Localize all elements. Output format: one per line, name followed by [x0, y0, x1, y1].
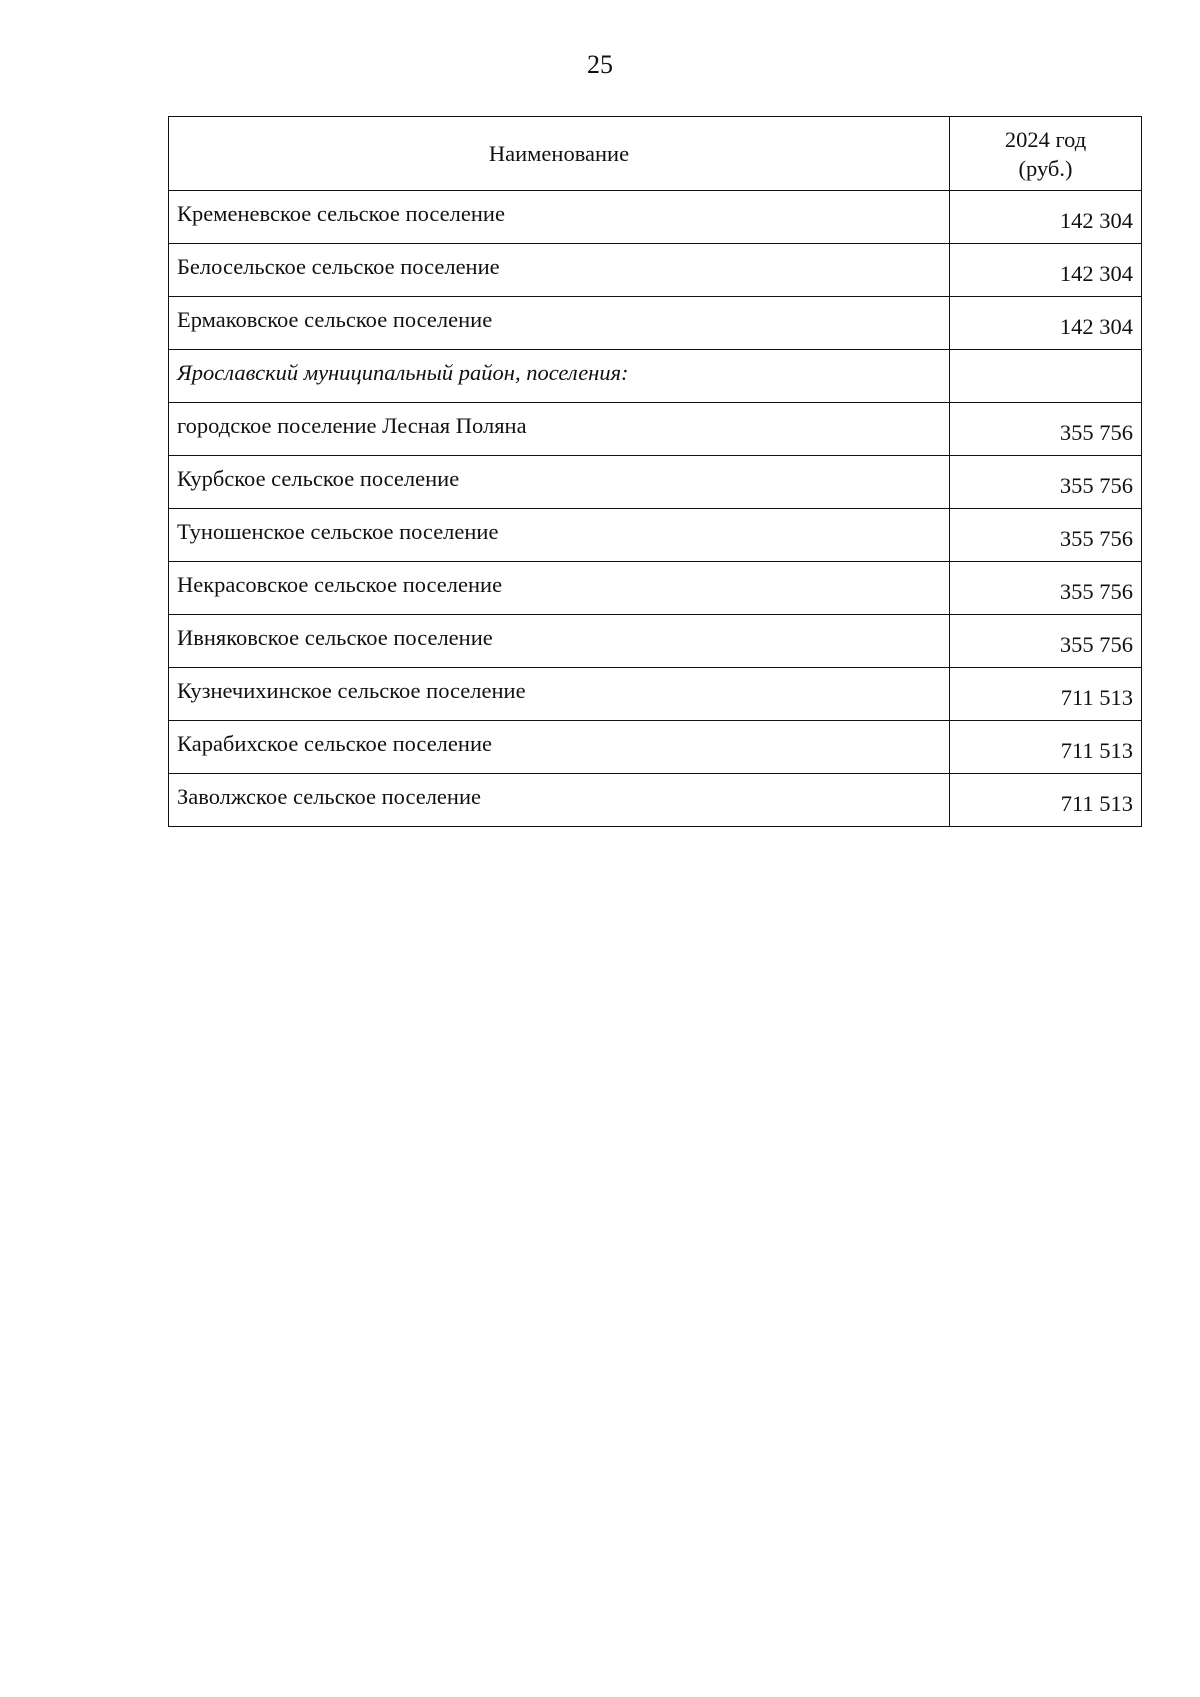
header-unit: (руб.)	[1018, 155, 1073, 181]
header-name: Наименование	[169, 117, 950, 191]
table-row	[169, 456, 1142, 509]
table-row	[169, 509, 1142, 562]
table-row	[169, 721, 1142, 774]
settlement-value: 142 304	[950, 244, 1142, 297]
table-row	[169, 774, 1142, 827]
table-body	[169, 191, 1142, 827]
table-header-row	[169, 117, 1142, 191]
settlement-value: 711 513	[950, 668, 1142, 721]
settlement-name: Ермаковское сельское поселение	[169, 297, 950, 350]
settlement-value: 355 756	[950, 509, 1142, 562]
settlement-value: 355 756	[950, 456, 1142, 509]
settlement-value: 355 756	[950, 615, 1142, 668]
settlement-name: Карабихское сельское поселение	[169, 721, 950, 774]
settlement-name: Ивняковское сельское поселение	[169, 615, 950, 668]
table-row	[169, 191, 1142, 244]
settlement-name: Кузнечихинское сельское поселение	[169, 668, 950, 721]
header-year-cell	[950, 117, 1142, 191]
settlement-table-container	[168, 116, 1141, 827]
table-row	[169, 615, 1142, 668]
settlement-name: городское поселение Лесная Поляна	[169, 403, 950, 456]
table-row	[169, 562, 1142, 615]
settlement-name: Заволжское сельское поселение	[169, 774, 950, 827]
table-row	[169, 244, 1142, 297]
settlement-value: 355 756	[950, 562, 1142, 615]
header-year: 2024 год	[1004, 126, 1087, 152]
settlement-table	[168, 116, 1142, 827]
section-heading: Ярославский муниципальный район, поселения:	[169, 350, 950, 403]
page-number: 25	[587, 50, 613, 79]
settlement-value: 355 756	[950, 403, 1142, 456]
settlement-name: Туношенское сельское поселение	[169, 509, 950, 562]
settlement-name: Кременевское сельское поселение	[169, 191, 950, 244]
table-row-section-heading	[169, 350, 1142, 403]
table-row	[169, 668, 1142, 721]
settlement-value	[950, 350, 1142, 403]
settlement-name: Белосельское сельское поселение	[169, 244, 950, 297]
settlement-value: 142 304	[950, 191, 1142, 244]
settlement-value: 142 304	[950, 297, 1142, 350]
settlement-name: Курбское сельское поселение	[169, 456, 950, 509]
table-row	[169, 403, 1142, 456]
table-row	[169, 297, 1142, 350]
settlement-name: Некрасовское сельское поселение	[169, 562, 950, 615]
settlement-value: 711 513	[950, 774, 1142, 827]
settlement-value: 711 513	[950, 721, 1142, 774]
